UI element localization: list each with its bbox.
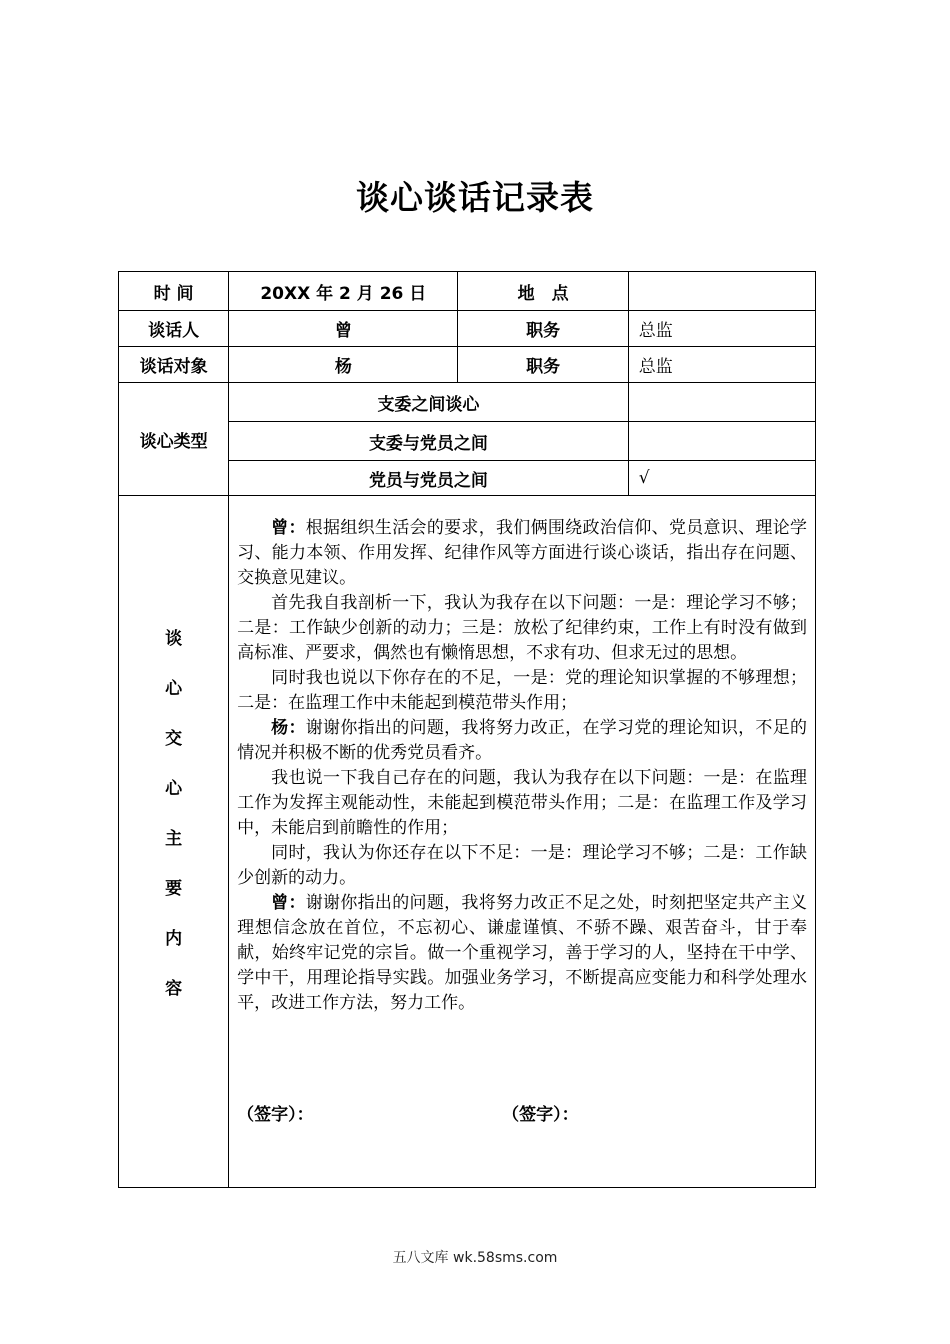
record-table [118, 271, 816, 1188]
paragraph-text: 我也说一下我自己存在的问题，我认为我存在以下问题：一是：在监理工作为发挥主观能动性，未能起到模范带头作用；二是：在监理工作及学习中，未能启到前瞻性的作用； [237, 768, 807, 838]
speaker-name: 曾： [271, 518, 306, 538]
signature-right: （签字）： [502, 1105, 579, 1125]
content-label-char: 谈 [165, 629, 183, 649]
signature-row [237, 1100, 807, 1124]
speaker-name: 曾： [271, 893, 306, 913]
type-option-name: 支委与党员之间 [229, 422, 629, 461]
content-label-char: 容 [165, 979, 183, 999]
type-option-name: 支委之间谈心 [229, 383, 629, 422]
target-post-value: 总监 [628, 347, 815, 383]
conversation-paragraph [237, 666, 807, 716]
conversation-paragraph [237, 891, 807, 1016]
conversation-paragraph [237, 766, 807, 841]
content-label-char: 心 [165, 679, 183, 699]
paragraph-text: 根据组织生活会的要求，我们俩围绕政治信仰、党员意识、理论学习、能力本领、作用发挥、纪律作风等方面进行谈心谈话，指出存在问题、交换意见建议。 [237, 518, 808, 588]
content-label-char: 内 [165, 929, 183, 949]
target-label: 谈话对象 [119, 347, 229, 383]
conversation-paragraph [237, 841, 807, 891]
speaker-label: 谈话人 [119, 311, 229, 347]
conversation-content [229, 496, 816, 1188]
type-option-mark [628, 383, 815, 422]
conversation-paragraph [237, 716, 807, 766]
target-post-label: 职务 [458, 347, 628, 383]
speaker-name: 杨： [271, 718, 306, 738]
paragraph-text: 谢谢你指出的问题，我将努力改正不足之处，时刻把坚定共产主义理想信念放在首位，不忘初心、谦虚谨慎、不骄不躁、艰苦奋斗，甘于奉献，始终牢记党的宗旨。做一个重视学习，善于学习的人，坚持在干中学、学中干，用理论指导实践。加强业务学习，不断提高应变能力和科学处理水平，改进工作方法，努力工作。 [237, 893, 808, 1013]
page-title: 谈心谈话记录表 [356, 178, 594, 217]
paragraph-text: 同时，我认为你还存在以下不足：一是：理论学习不够；二是：工作缺少创新的动力。 [237, 843, 807, 888]
target-value: 杨 [229, 347, 458, 383]
place-value [628, 272, 815, 311]
conversation-paragraph [237, 591, 807, 666]
type-option-mark [628, 422, 815, 461]
content-label-char: 交 [165, 729, 183, 749]
type-option-mark: √ [628, 461, 815, 496]
conversation-paragraph [237, 516, 807, 591]
content-label [119, 496, 229, 1188]
type-label: 谈心类型 [119, 383, 229, 496]
content-label-char: 心 [165, 779, 183, 799]
footer-watermark: 五八文库 wk.58sms.com [392, 1250, 558, 1266]
type-option-name: 党员与党员之间 [229, 461, 629, 496]
paragraph-text: 谢谢你指出的问题，我将努力改正，在学习党的理论知识，不足的情况并积极不断的优秀党员看齐。 [237, 718, 808, 763]
speaker-post-value: 总监 [628, 311, 815, 347]
place-label: 地 点 [458, 272, 628, 311]
paragraph-text: 同时我也说以下你存在的不足，一是：党的理论知识掌握的不够理想；二是：在监理工作中未能起到模范带头作用； [237, 668, 807, 713]
paragraph-text: 首先我自我剖析一下，我认为我存在以下问题：一是：理论学习不够；二是：工作缺少创新的动力；三是：放松了纪律约束，工作上有时没有做到高标准、严要求，偶然也有懒惰思想，不求有功、但求无过的思想。 [237, 593, 807, 663]
speaker-value: 曾 [229, 311, 458, 347]
speaker-post-label: 职务 [458, 311, 628, 347]
time-label: 时 间 [119, 272, 229, 311]
content-label-char: 要 [165, 879, 183, 899]
time-value: 20XX 年 2 月 26 日 [229, 272, 458, 311]
content-label-char: 主 [165, 829, 183, 849]
signature-left: （签字）： [237, 1105, 314, 1125]
